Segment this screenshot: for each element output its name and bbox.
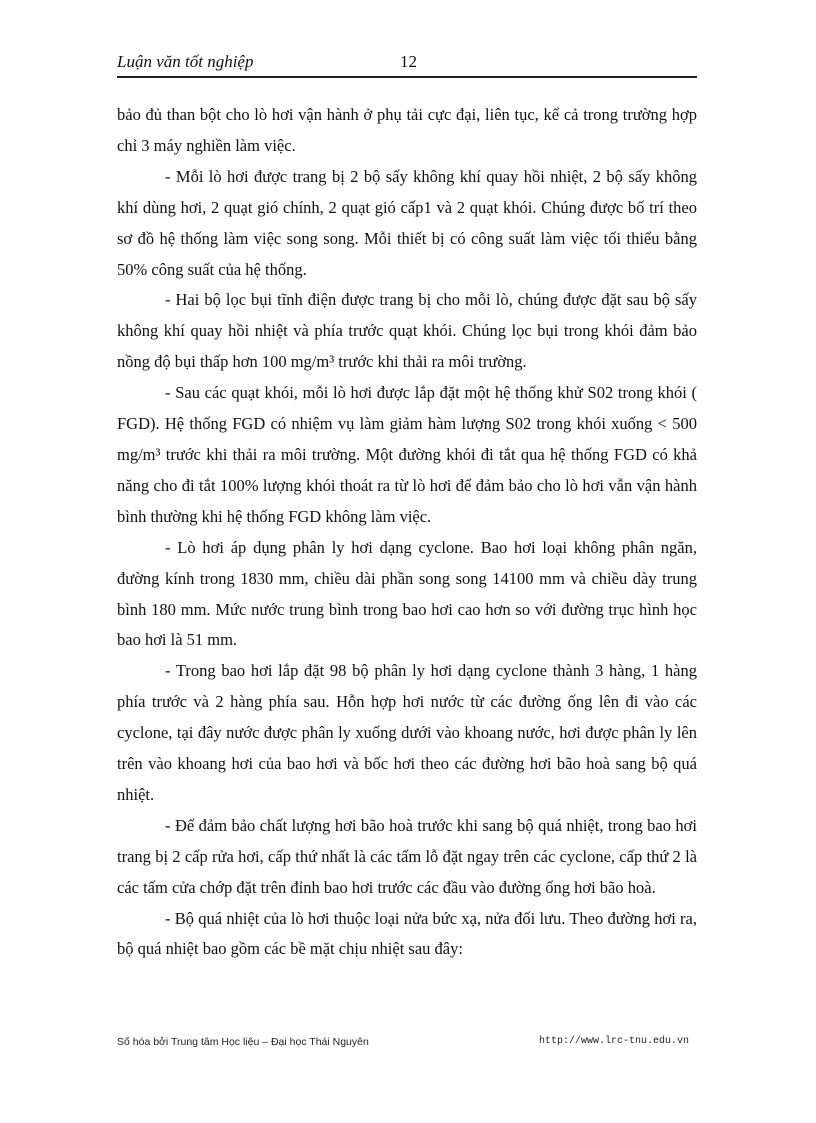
paragraph: - Sau các quạt khói, mỗi lò hơi được lắp đặt một hệ thống khử S02 trong khói ( FGD). Hệ thống FGD có nhiệm vụ làm giảm hàm lượng S02 trong khói xuống < 500 mg/m³ trước khi thải ra môi trường. Một đường khói đi tắt qua hệ thống FGD có khả năng cho đi tắt 100% lượng khói thoát ra từ lò hơi để đảm bảo cho lò hơi vẫn vận hành bình thường khi hệ thống FGD không làm việc. xyxy=(117,383,697,526)
header-title: Luận văn tốt nghiệp xyxy=(117,52,254,71)
page-number: 12 xyxy=(400,52,417,71)
header-divider xyxy=(117,76,697,78)
page-footer xyxy=(117,1036,697,1054)
paragraph: bảo đủ than bột cho lò hơi vận hành ở phụ tải cực đại, liên tục, kể cả trong trường hợp chỉ 3 máy nghiền làm việc. xyxy=(117,105,697,155)
paragraph: - Hai bộ lọc bụi tĩnh điện được trang bị cho mỗi lò, chúng được đặt sau bộ sấy không khí quay hồi nhiệt và phía trước quạt khói. Chúng lọc bụi trong khói đảm bảo nồng độ bụi thấp hơn 100 mg/m³ trước khi thải ra môi trường. xyxy=(117,290,697,372)
footer-url-link[interactable]: http://www.lrc-tnu.edu.vn xyxy=(539,1036,690,1047)
page-header xyxy=(117,52,697,76)
footer-credit: Số hóa bởi Trung tâm Học liệu – Đại học Thái Nguyên xyxy=(117,1036,369,1048)
paragraph: - Mỗi lò hơi được trang bị 2 bộ sấy không khí quay hồi nhiệt, 2 bộ sấy không khí dùng hơi, 2 quạt gió chính, 2 quạt gió cấp1 và 2 quạt khói. Chúng được bố trí theo sơ đồ hệ thống làm việc song song. Mỗi thiết bị có công suất làm việc tối thiểu bằng 50% công suất của hệ thống. xyxy=(117,166,697,279)
paragraph: - Trong bao hơi lắp đặt 98 bộ phân ly hơi dạng cyclone thành 3 hàng, 1 hàng phía trước và 2 hàng phía sau. Hỗn hợp hơi nước từ các đường ống lên đi vào các cyclone, tại đây nước được phân ly xuống dưới vào khoang nước, hơi được phân ly lên trên vào khoang hơi của bao hơi và bốc hơi theo các đường hơi bão hoà sang bộ quá nhiệt. xyxy=(117,661,697,804)
paragraph: - Để đảm bảo chất lượng hơi bão hoà trước khi sang bộ quá nhiệt, trong bao hơi trang bị 2 cấp rửa hơi, cấp thứ nhất là các tấm lỗ đặt ngay trên các cyclone, cấp thứ 2 là các tấm cửa chớp đặt trên đỉnh bao hơi trước các đầu vào đường ống hơi bão hoà. xyxy=(117,815,697,897)
paragraph: - Lò hơi áp dụng phân ly hơi dạng cyclone. Bao hơi loại không phân ngăn, đường kính trong 1830 mm, chiều dài phần song song 14100 mm và chiều dày trung bình 180 mm. Mức nước trung bình trong bao hơi cao hơn so với đường trục hình học bao hơi là 51 mm. xyxy=(117,537,697,650)
document-body xyxy=(117,100,697,965)
paragraph: - Bộ quá nhiệt của lò hơi thuộc loại nửa bức xạ, nửa đối lưu. Theo đường hơi ra, bộ quá nhiệt bao gồm các bề mặt chịu nhiệt sau đây: xyxy=(117,908,697,959)
